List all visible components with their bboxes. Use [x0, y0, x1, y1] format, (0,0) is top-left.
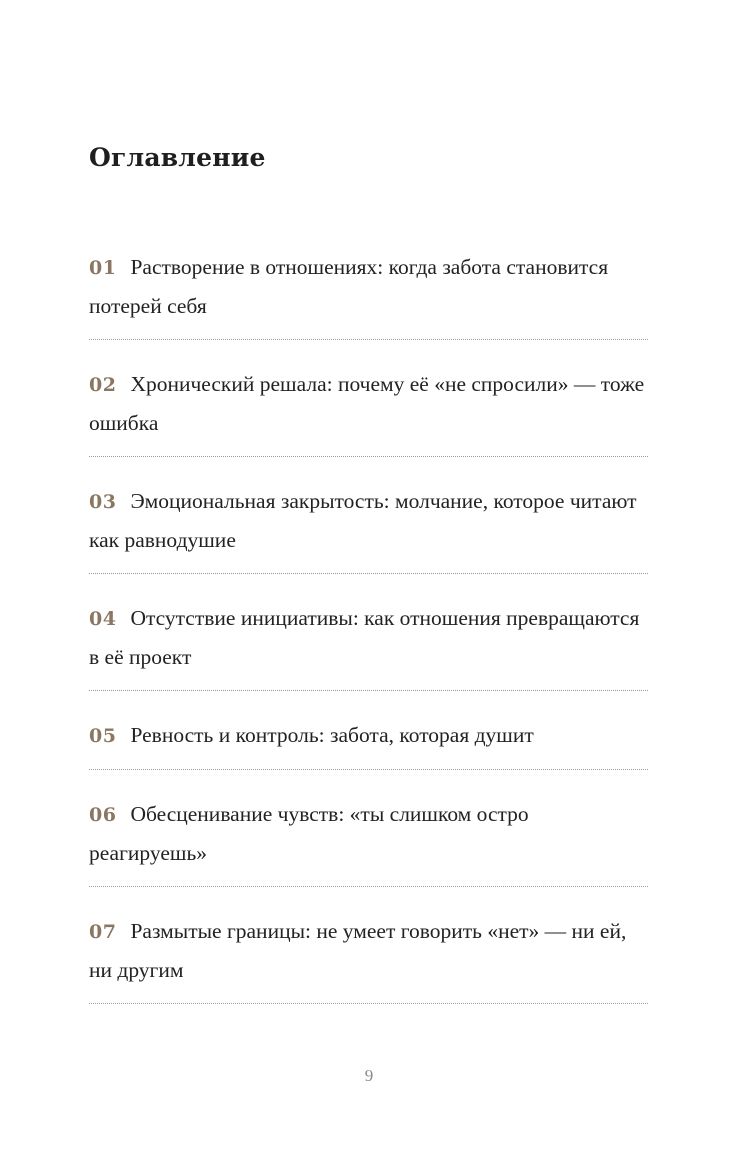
chapter-number: 06 — [89, 804, 117, 826]
chapter-title: Обесценивание чувств: «ты слишком остро реагируешь» — [89, 802, 529, 865]
page-title: Оглавление — [89, 143, 266, 172]
chapter-title: Отсутствие инициативы: как отношения превращаются в её проект — [89, 606, 640, 669]
chapter-number: 04 — [89, 608, 117, 630]
chapter-title: Размытые границы: не умеет говорить «нет» — ни ей, ни другим — [89, 919, 627, 982]
chapter-title: Ревность и контроль: забота, которая душит — [130, 723, 534, 747]
chapter-title: Хронический решала: почему её «не спросили» — тоже ошибка — [89, 372, 645, 435]
toc-item-03[interactable] — [89, 479, 648, 574]
chapter-title: Растворение в отношениях: когда забота становится потерей себя — [89, 255, 609, 318]
toc-item-04[interactable] — [89, 596, 648, 691]
chapter-number: 02 — [89, 374, 117, 396]
chapter-number: 07 — [89, 921, 117, 943]
page-number: 9 — [364, 1066, 374, 1085]
toc-item-07[interactable] — [89, 909, 648, 1004]
table-of-contents — [89, 245, 648, 1026]
toc-item-05[interactable] — [89, 713, 648, 770]
toc-item-06[interactable] — [89, 792, 648, 887]
chapter-number: 03 — [89, 491, 117, 513]
toc-item-01[interactable] — [89, 245, 648, 340]
chapter-number: 05 — [89, 725, 117, 747]
toc-item-02[interactable] — [89, 362, 648, 457]
chapter-title: Эмоциональная закрытость: молчание, которое читают как равнодушие — [89, 489, 637, 552]
chapter-number: 01 — [89, 257, 117, 279]
